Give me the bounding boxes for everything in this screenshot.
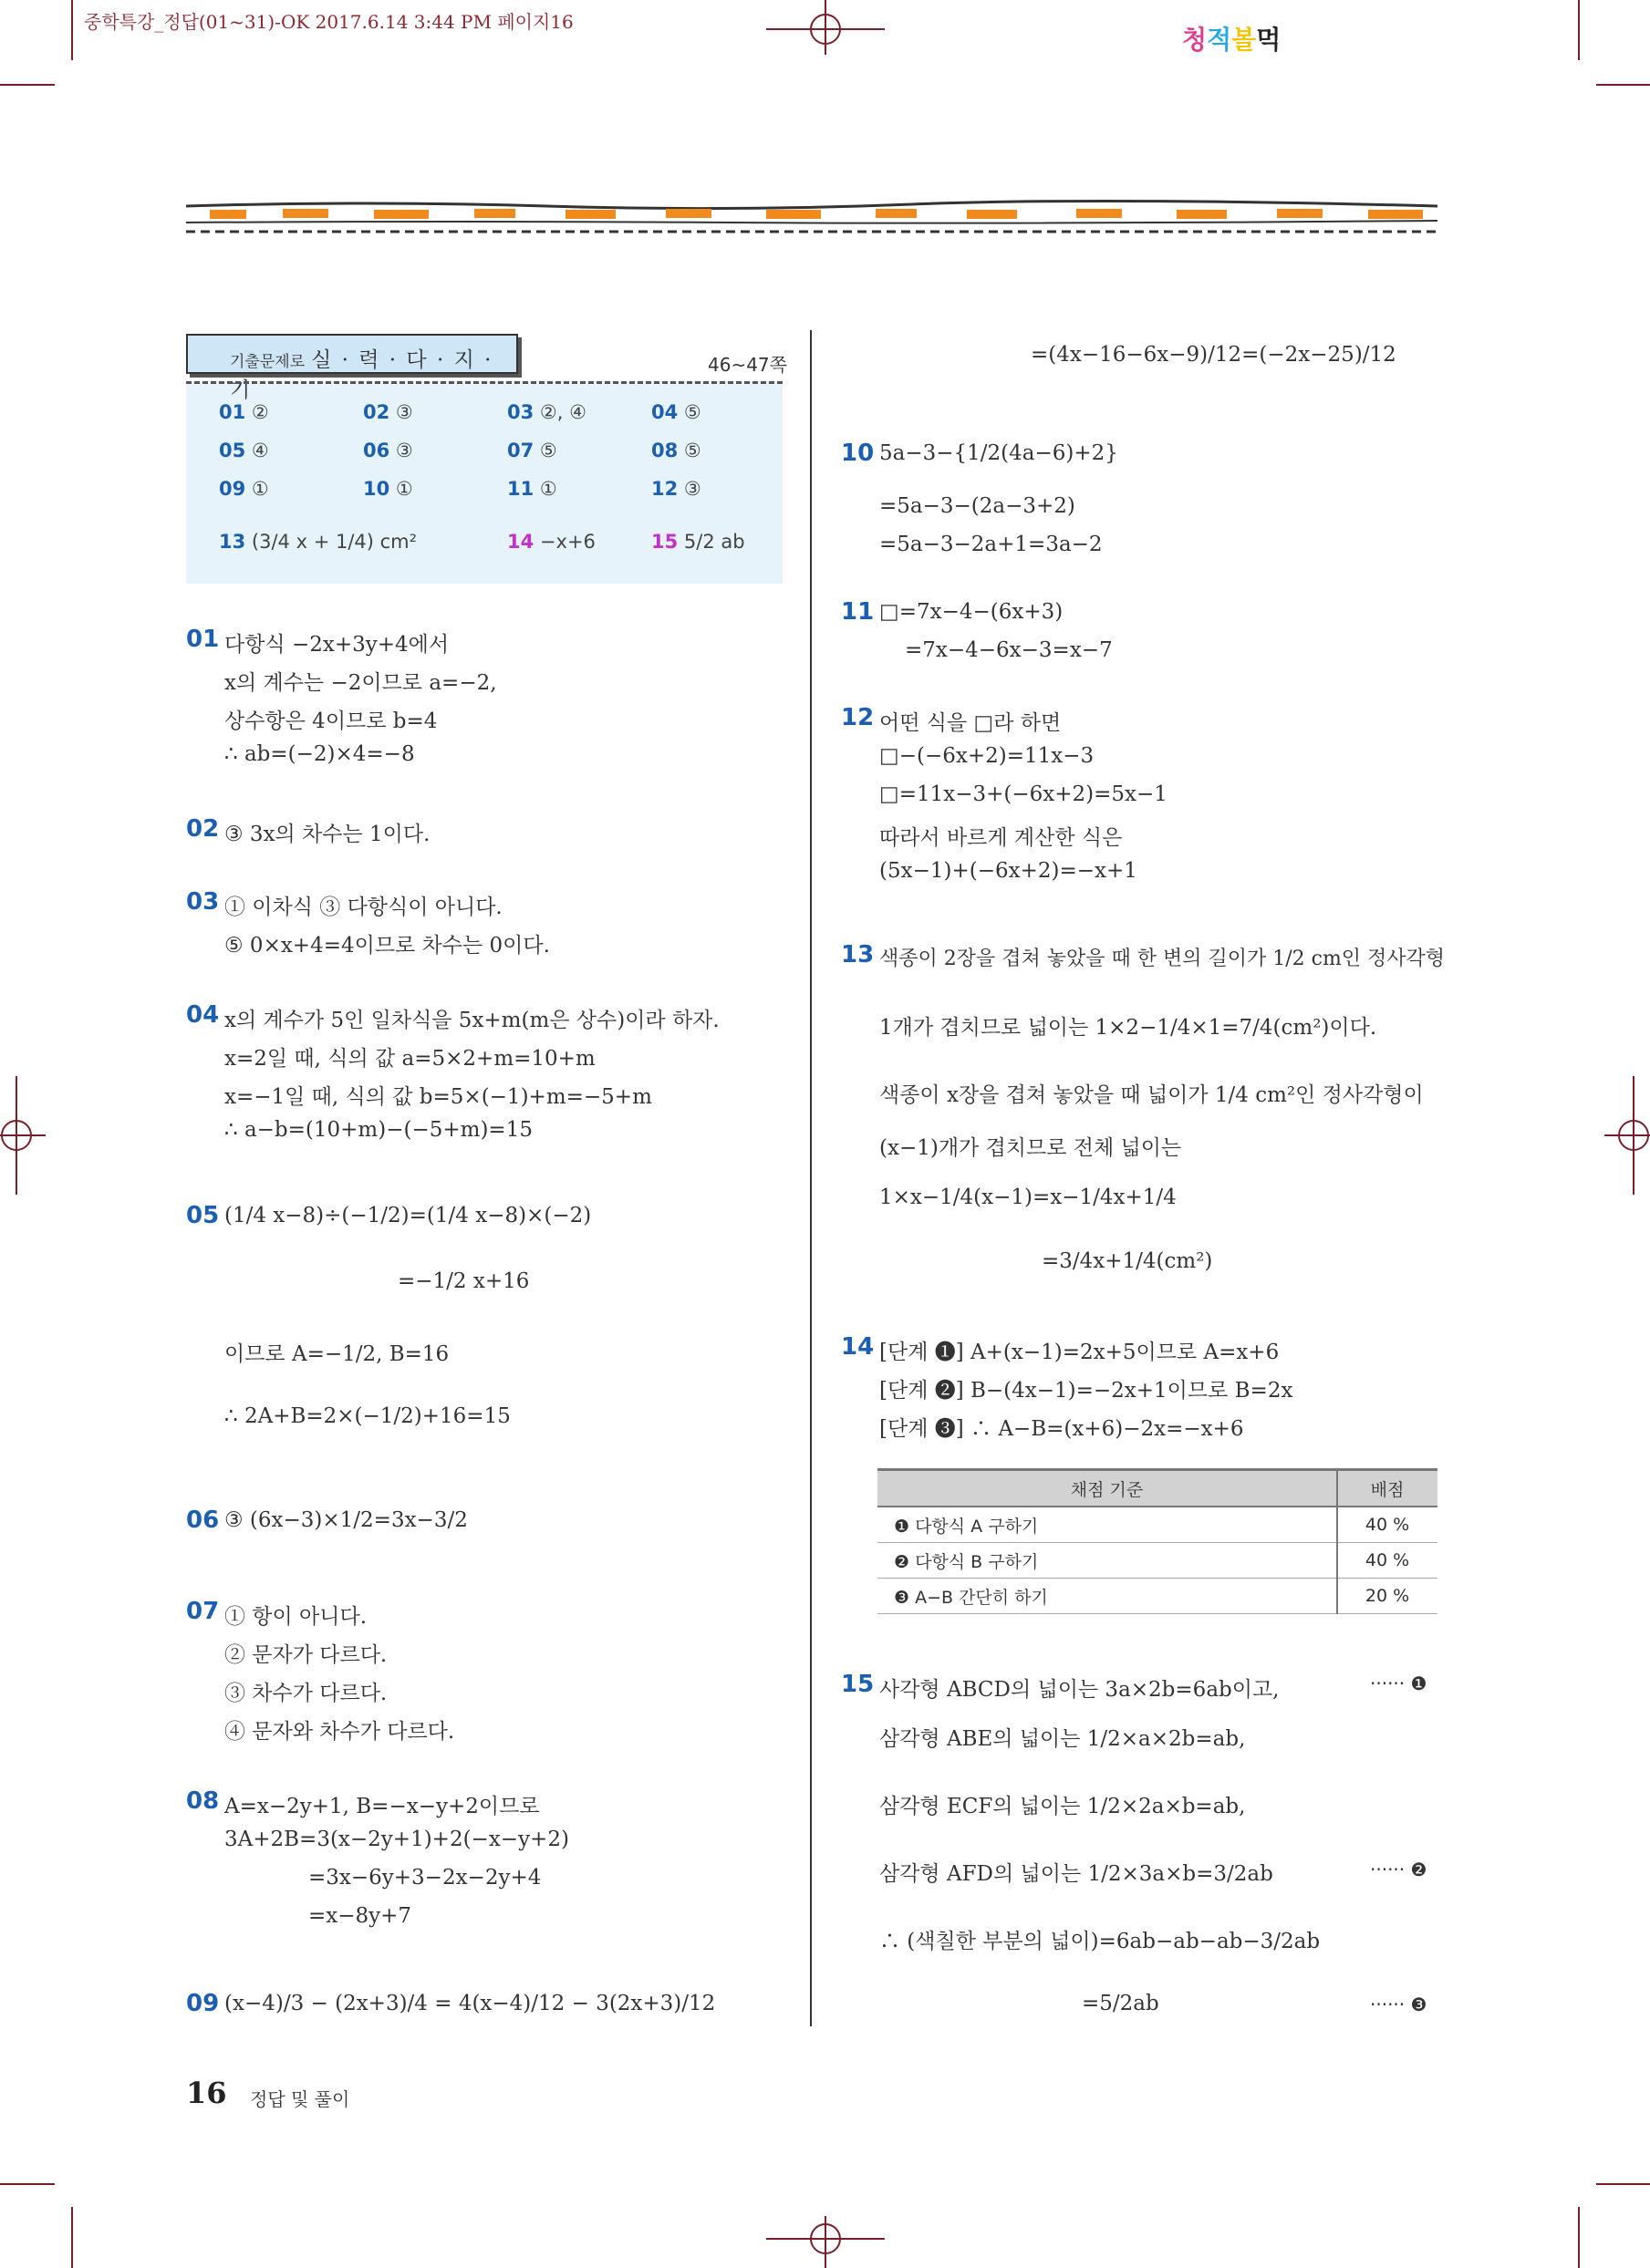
table-cell: 40 % [1337,1507,1437,1543]
registration-mark [766,2207,885,2268]
scoring-table [877,1468,1437,1614]
quick-answer: 07 ⑤ [507,440,557,461]
divider [186,381,783,384]
crop-mark [1578,0,1580,60]
solution-line: ∴ ab=(−2)×4=−8 [224,742,415,766]
table-row [877,1579,1437,1614]
solution-line: =5a−3−2a+1=3a−2 [879,533,1103,556]
table-cell: ❸ A−B 간단히 하기 [877,1579,1337,1614]
table-row [877,1543,1437,1579]
solution-line: ∴ a−b=(10+m)−(−5+m)=15 [224,1118,533,1142]
solution-line: =(4x−16−6x−9)/12=(−2x−25)/12 [1031,343,1396,367]
question-number: 01 [186,626,220,653]
question-number: 15 [841,1671,875,1698]
solution-line: 어떤 식을 □라 하면 [879,711,1062,735]
solution-line: [단계 ❷] B−(4x−1)=−2x+1이므로 B=2x [879,1379,1293,1403]
step-marker: ······ ❶ [1370,1673,1427,1694]
solution-line: ∴ (색칠한 부분의 넓이)=6ab−ab−ab−3/2ab [879,1930,1321,1953]
solution-line: 따라서 바르게 계산한 식은 [879,826,1123,850]
table-cell: ❷ 다항식 B 구하기 [877,1543,1337,1579]
question-number: 13 [841,941,875,968]
solution-line: =3x−6y+3−2x−2y+4 [308,1866,542,1890]
question-number: 07 [186,1598,220,1625]
solution-line: =5a−3−(2a−3+2) [879,494,1075,518]
solution-line: ④ 문자와 차수가 다르다. [224,1720,455,1744]
print-meta: 중학특강_정답(01~31)-OK 2017.6.14 3:44 PM 페이지16 [84,11,574,33]
step-marker: ······ ❷ [1370,1859,1427,1880]
solution-line: 1개가 겹치므로 넓이는 1×2−1/4×1=7/4(cm²)이다. [879,1016,1377,1040]
solution-line: 삼각형 AFD의 넓이는 1/2×3a×b=3/2ab [879,1862,1273,1886]
crop-mark [1578,2207,1580,2268]
question-number: 06 [186,1507,220,1534]
question-number: 12 [841,704,875,731]
question-number: 04 [186,1001,220,1029]
question-number: 08 [186,1787,220,1815]
registration-mark [0,1076,55,1195]
solution-line: x의 계수는 −2이므로 a=−2, [224,671,497,695]
solution-line: ① 이차식 ③ 다항식이 아니다. [224,896,503,919]
solution-line: ② 문자가 다르다. [224,1643,388,1667]
quick-answer: 02 ③ [363,401,413,423]
crop-mark [0,2183,55,2185]
solution-line: 1×x−1/4(x−1)=x−1/4x+1/4 [879,1186,1177,1209]
registration-mark [1595,1076,1650,1195]
quick-answer: 13 (3/4 x + 1/4) cm² [219,531,418,553]
page-range: 46~47쪽 [708,354,787,376]
page-number: 16 [186,2076,227,2110]
question-number: 14 [841,1333,875,1361]
solution-line: [단계 ❸] ∴ A−B=(x+6)−2x=−x+6 [879,1417,1244,1441]
solution-line: (x−1)개가 겹치므로 전체 넓이는 [879,1136,1182,1160]
question-number: 09 [186,1990,220,2017]
quick-answer: 06 ③ [363,440,413,461]
quick-answer: 08 ⑤ [651,440,701,461]
solution-line: □−(−6x+2)=11x−3 [879,744,1095,768]
solution-line: =x−8y+7 [308,1904,412,1928]
solution-line: =−1/2 x+16 [398,1269,530,1293]
solution-line: ③ 3x의 차수는 1이다. [224,823,431,846]
solution-line: ∴ 2A+B=2×(−1/2)+16=15 [224,1404,511,1428]
brand-logo: 청적볼먹 [1182,25,1282,55]
table-row [877,1507,1437,1543]
solution-line: 이므로 A=−1/2, B=16 [224,1342,450,1366]
solution-line: (x−4)/3 − (2x+3)/4 = 4(x−4)/12 − 3(2x+3)/12 [224,1992,716,2015]
crop-mark [71,0,73,60]
solution-line: ① 항이 아니다. [224,1605,368,1629]
solution-line: ③ 차수가 다르다. [224,1682,388,1705]
solution-line: 사각형 ABCD의 넓이는 3a×2b=6ab이고, [879,1678,1280,1702]
table-cell: 20 % [1337,1579,1437,1614]
solution-line: □=11x−3+(−6x+2)=5x−1 [879,782,1167,806]
solution-line: [단계 ❶] A+(x−1)=2x+5이므로 A=x+6 [879,1341,1280,1364]
solution-line: ⑤ 0×x+4=4이므로 차수는 0이다. [224,934,550,958]
question-number: 03 [186,888,220,916]
solution-line: 삼각형 ECF의 넓이는 1/2×2a×b=ab, [879,1795,1246,1818]
quick-answer: 05 ④ [219,440,269,461]
table-header: 배점 [1337,1470,1437,1507]
solution-line: (5x−1)+(−6x+2)=−x+1 [879,859,1137,883]
solution-line: x=−1일 때, 식의 값 b=5×(−1)+m=−5+m [224,1085,652,1109]
crop-mark [71,2207,73,2268]
step-marker: ······ ❸ [1370,1994,1427,2015]
footer-label: 정답 및 풀이 [250,2088,350,2110]
solution-line: x=2일 때, 식의 값 a=5×2+m=10+m [224,1047,596,1071]
registration-mark [766,0,885,64]
column-divider [810,330,812,2026]
crop-mark [1596,84,1650,86]
table-header: 채점 기준 [877,1470,1337,1507]
quick-answer: 04 ⑤ [651,401,701,423]
solution-line: x의 계수가 5인 일차식을 5x+m(m은 상수)이라 하자. [224,1009,720,1032]
quick-answer: 15 5/2 ab [651,531,745,553]
decorative-band [182,195,1441,235]
table-cell: 40 % [1337,1543,1437,1579]
quick-answer: 11 ① [507,478,557,500]
quick-answer: 03 ②, ④ [507,401,586,423]
quick-answer: 14 −x+6 [507,531,596,553]
solution-line: =3/4x+1/4(cm²) [1042,1249,1213,1273]
table-header-row [877,1470,1437,1507]
solution-line: 5a−3−{1/2(4a−6)+2} [879,441,1118,465]
table-cell: ❶ 다항식 A 구하기 [877,1507,1337,1543]
quick-answer: 10 ① [363,478,413,500]
solution-line: =7x−4−6x−3=x−7 [905,638,1113,662]
solution-line: 색종이 x장을 겹쳐 놓았을 때 넓이가 1/4 cm²인 정사각형이 [879,1083,1424,1107]
solution-line: 상수항은 4이므로 b=4 [224,709,438,733]
solution-line: =5/2ab [1082,1992,1159,2015]
solution-line: □=7x−4−(6x+3) [879,600,1064,624]
crop-mark [1596,2183,1650,2185]
section-title: 기출문제로 실 · 력 · 다 · 지 · 기 [186,334,518,374]
quick-answer: 09 ① [219,478,269,500]
crop-mark [0,84,55,86]
quick-answer: 01 ② [219,401,269,423]
solution-line: ③ (6x−3)×1/2=3x−3/2 [224,1508,468,1532]
solution-line: 삼각형 ABE의 넓이는 1/2×a×2b=ab, [879,1727,1246,1751]
solution-line: (1/4 x−8)÷(−1/2)=(1/4 x−8)×(−2) [224,1204,592,1227]
question-number: 10 [841,440,875,467]
question-number: 02 [186,815,220,843]
solution-line: 다항식 −2x+3y+4에서 [224,633,450,657]
solution-line: 3A+2B=3(x−2y+1)+2(−x−y+2) [224,1828,569,1851]
question-number: 11 [841,598,875,626]
solution-line: A=x−2y+1, B=−x−y+2이므로 [224,1795,540,1818]
solution-line: 색종이 2장을 겹쳐 놓았을 때 한 변의 길이가 1/2 cm인 정사각형 [879,948,1446,970]
question-number: 05 [186,1202,220,1229]
quick-answer: 12 ③ [651,478,701,500]
